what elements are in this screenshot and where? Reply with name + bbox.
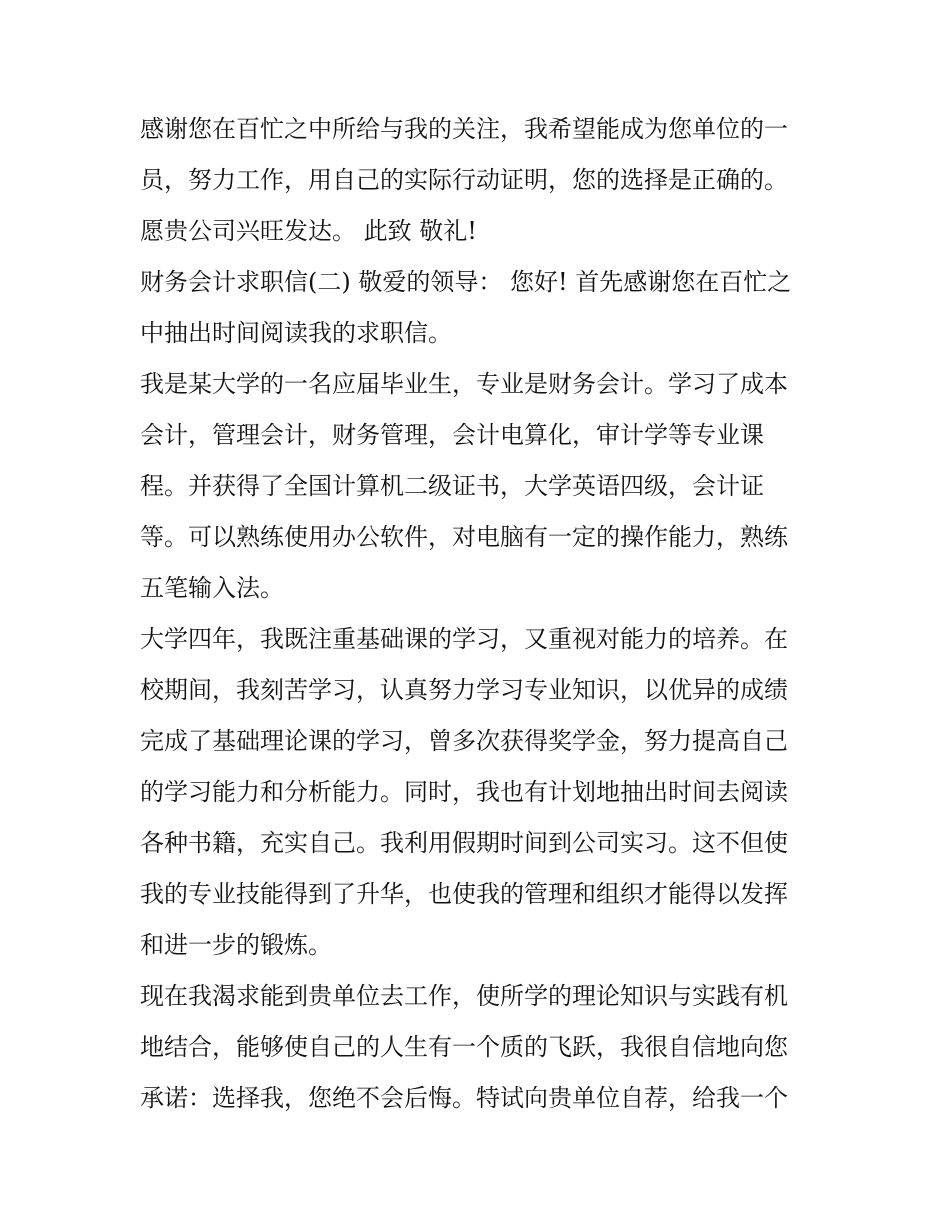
text-line: 完成了基础理论课的学习，曾多次获得奖学金，努力提高自己	[140, 727, 788, 755]
text-line: 校期间，我刻苦学习，认真努力学习专业知识，以优异的成绩	[140, 676, 788, 704]
text-line: 程。并获得了全国计算机二级证书，大学英语四级，会计证	[140, 472, 764, 500]
text-line: 我的专业技能得到了升华，也使我的管理和组织才能得以发挥	[140, 880, 788, 908]
text-line: 我是某大学的一名应届毕业生，专业是财务会计。学习了成本	[140, 370, 788, 398]
text-line: 和进一步的锻炼。	[140, 931, 332, 959]
letter-body	[140, 104, 816, 1124]
text-line: 现在我渴求能到贵单位去工作，使所学的理论知识与实践有机	[140, 982, 788, 1010]
text-line: 等。可以熟练使用办公软件，对电脑有一定的操作能力，熟练	[140, 523, 788, 551]
text-line: 员，努力工作，用自己的实际行动证明，您的选择是正确的。	[140, 166, 788, 194]
text-line: 感谢您在百忙之中所给与我的关注，我希望能成为您单位的一	[140, 115, 788, 143]
text-line: 的学习能力和分析能力。同时，我也有计划地抽出时间去阅读	[140, 778, 788, 806]
text-line: 会计，管理会计，财务管理，会计电算化，审计学等专业课	[140, 421, 764, 449]
text-line: 愿贵公司兴旺发达。 此致 敬礼!	[140, 217, 477, 245]
text-line: 中抽出时间阅读我的求职信。	[140, 319, 452, 347]
text-line: 大学四年，我既注重基础课的学习，又重视对能力的培养。在	[140, 625, 788, 653]
text-line: 财务会计求职信(二) 敬爱的领导： 您好! 首先感谢您在百忙之	[140, 268, 792, 296]
text-line: 承诺：选择我，您绝不会后悔。特试向贵单位自荐，给我一个	[140, 1084, 788, 1112]
text-line: 各种书籍，充实自己。我利用假期时间到公司实习。这不但使	[140, 829, 788, 857]
text-line: 五笔输入法。	[140, 574, 284, 602]
text-line: 地结合，能够使自己的人生有一个质的飞跃，我很自信地向您	[140, 1033, 788, 1061]
